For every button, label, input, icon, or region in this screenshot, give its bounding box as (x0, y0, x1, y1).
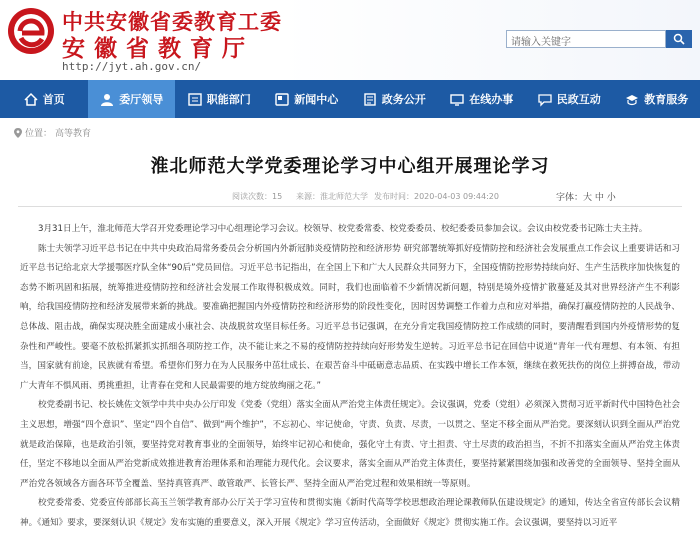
logo-emblem-icon[interactable] (6, 6, 56, 56)
site-name-line2: 安徽省教育厅 (62, 30, 254, 63)
nav-label: 首页 (43, 91, 65, 107)
edu-icon (624, 92, 640, 106)
nav-item-departments[interactable] (175, 80, 263, 118)
search-button[interactable] (666, 30, 692, 48)
article-paragraph: 3月31日上午，淮北师范大学召开党委理论学习中心组理论学习会议。校领导、校党委常委、校党委委员、校纪委委员参加会议。会议由校党委书记陈士夫主持。 (20, 220, 680, 240)
nav-label: 委厅领导 (119, 91, 163, 107)
article-title: 淮北师范大学党委理论学习中心组开展理论学习 (0, 152, 700, 178)
article-body (20, 220, 680, 534)
font-size-control[interactable]: 字体：大 中 小 (556, 190, 616, 203)
search-input[interactable]: 请输入关键字 (506, 30, 666, 48)
breadcrumb-prefix: 位置： (25, 126, 52, 139)
nav-item-service[interactable] (438, 80, 526, 118)
site-header (0, 0, 700, 80)
site-name-line1: 中共安徽省委教育工委 (62, 6, 282, 36)
nav-item-edu-service[interactable] (613, 80, 700, 118)
article-source: 来源：淮北师范大学 (296, 191, 368, 202)
breadcrumb (14, 126, 91, 139)
view-count: 阅读次数：15 (232, 191, 282, 202)
location-pin-icon (14, 128, 22, 138)
public-icon (362, 92, 378, 106)
site-url: http://jyt.ah.gov.cn/ (62, 60, 201, 73)
news-icon (274, 92, 290, 106)
nav-label: 教育服务 (644, 91, 688, 107)
article-paragraph: 陈士夫领学习近平总书记在中共中央政治局常务委员会分析国内外新冠肺炎疫情防控和经济形势 研究部署统筹抓好疫情防控和经济社会发展重点工作会议上重要讲话和习近平总书记给北京大学援鄂医疗队全体“90后”党员回信。习近平总书记指出，在全国上下和广大人民群众共同努力下，全国疫情防控形势持续向好、生产生活秩序加快恢复的态势不断巩固和拓展，统筹推进疫情防控和经济社会发展工作取得积极成效。同时，我们也面临着不少新情况新问题，特别是境外疫情扩散蔓延及其对世界经济产生不利影响，给我国疫情防控和经济发展带来新的挑战。要准确把握国内外疫情防控和经济形势的阶段性变化，因时因势调整工作着力点和应对举措，确保打赢疫情防控的人民战争、总体战、阻击战，确保实现决胜全面建成小康社会、决战脱贫攻坚目标任务。习近平总书记强调，在充分肯定我国疫情防控工作成绩的同时，要清醒看到国内外疫情形势的复杂性和严峻性。要毫不放松抓紧抓实抓细各项防控工作，决不能让来之不易的疫情防控持续向好形势发生逆转。习近平总书记在回信中说道“青年一代有理想、有本领、有担当，国家就有前途，民族就有希望。希望你们努力在为人民服务中茁壮成长、在艰苦奋斗中砥砺意志品质、在实践中增长工作本领，继续在救死扶伤的岗位上拼搏奋战，带动广大青年不惧风雨、勇挑重担，让青春在党和人民最需要的地方绽放绚丽之花。” (20, 240, 680, 397)
org-icon (187, 92, 203, 106)
article-paragraph: 校党委副书记、校长姚佐文领学中共中央办公厅印发《党委（党组）落实全面从严治党主体责任规定》。会议强调，党委（党组）必须深入贯彻习近平新时代中国特色社会主义思想，增强“四个意识”、坚定“四个自信”、做到“两个维护”，不忘初心、牢记使命，守责、负责、尽责，一以贯之、坚定不移全面从严治党。要深刻认识到全面从严治党就是政治保障，也是政治引领，要坚持党对教育事业的全面领导，始终牢记初心和使命，强化守土有责、守土担责、守土尽责的政治担当，不折不扣落实全面从严治党主体责任，坚定不移地以全面从严治党新成效推进教育治理体系和治理能力现代化。会议要求，落实全面从严治党主体责任，要坚持紧紧围绕加强和改善党的全面领导、坚持全面从严治党各领域各方面各环节全覆盖、坚持真管真严、敢管敢严、长管长严、坚持全面从严治党过程和效果相统一等原则。 (20, 396, 680, 494)
nav-label: 职能部门 (207, 91, 251, 107)
service-icon (449, 92, 465, 106)
nav-label: 政务公开 (382, 91, 426, 107)
nav-item-public[interactable] (350, 80, 438, 118)
nav-item-home[interactable] (0, 80, 88, 118)
nav-item-interact[interactable] (525, 80, 613, 118)
article-meta (0, 188, 700, 206)
nav-label: 在线办事 (469, 91, 513, 107)
nav-item-leaders[interactable] (88, 80, 176, 118)
search-icon (673, 33, 685, 45)
breadcrumb-section[interactable]: 高等教育 (55, 126, 91, 139)
nav-item-news[interactable] (263, 80, 351, 118)
leader-icon (99, 92, 115, 106)
nav-label: 民政互动 (557, 91, 601, 107)
divider (18, 206, 682, 207)
home-icon (23, 92, 39, 106)
main-nav (0, 80, 700, 118)
publish-date: 发布时间：2020-04-03 09:44:20 (374, 191, 499, 202)
nav-label: 新闻中心 (294, 91, 338, 107)
article-paragraph: 校党委常委、党委宣传部部长高玉兰领学教育部办公厅关于学习宣传和贯彻实施《新时代高等学校思想政治理论课教师队伍建设规定》的通知，传达全省宣传部长会议精神。《通知》要求，要深刻认识《规定》发布实施的重要意义，深入开展《规定》学习宣传活动，全面做好《规定》贯彻实施工作。会议强调，要坚持以习近平 (20, 494, 680, 533)
interact-icon (537, 92, 553, 106)
